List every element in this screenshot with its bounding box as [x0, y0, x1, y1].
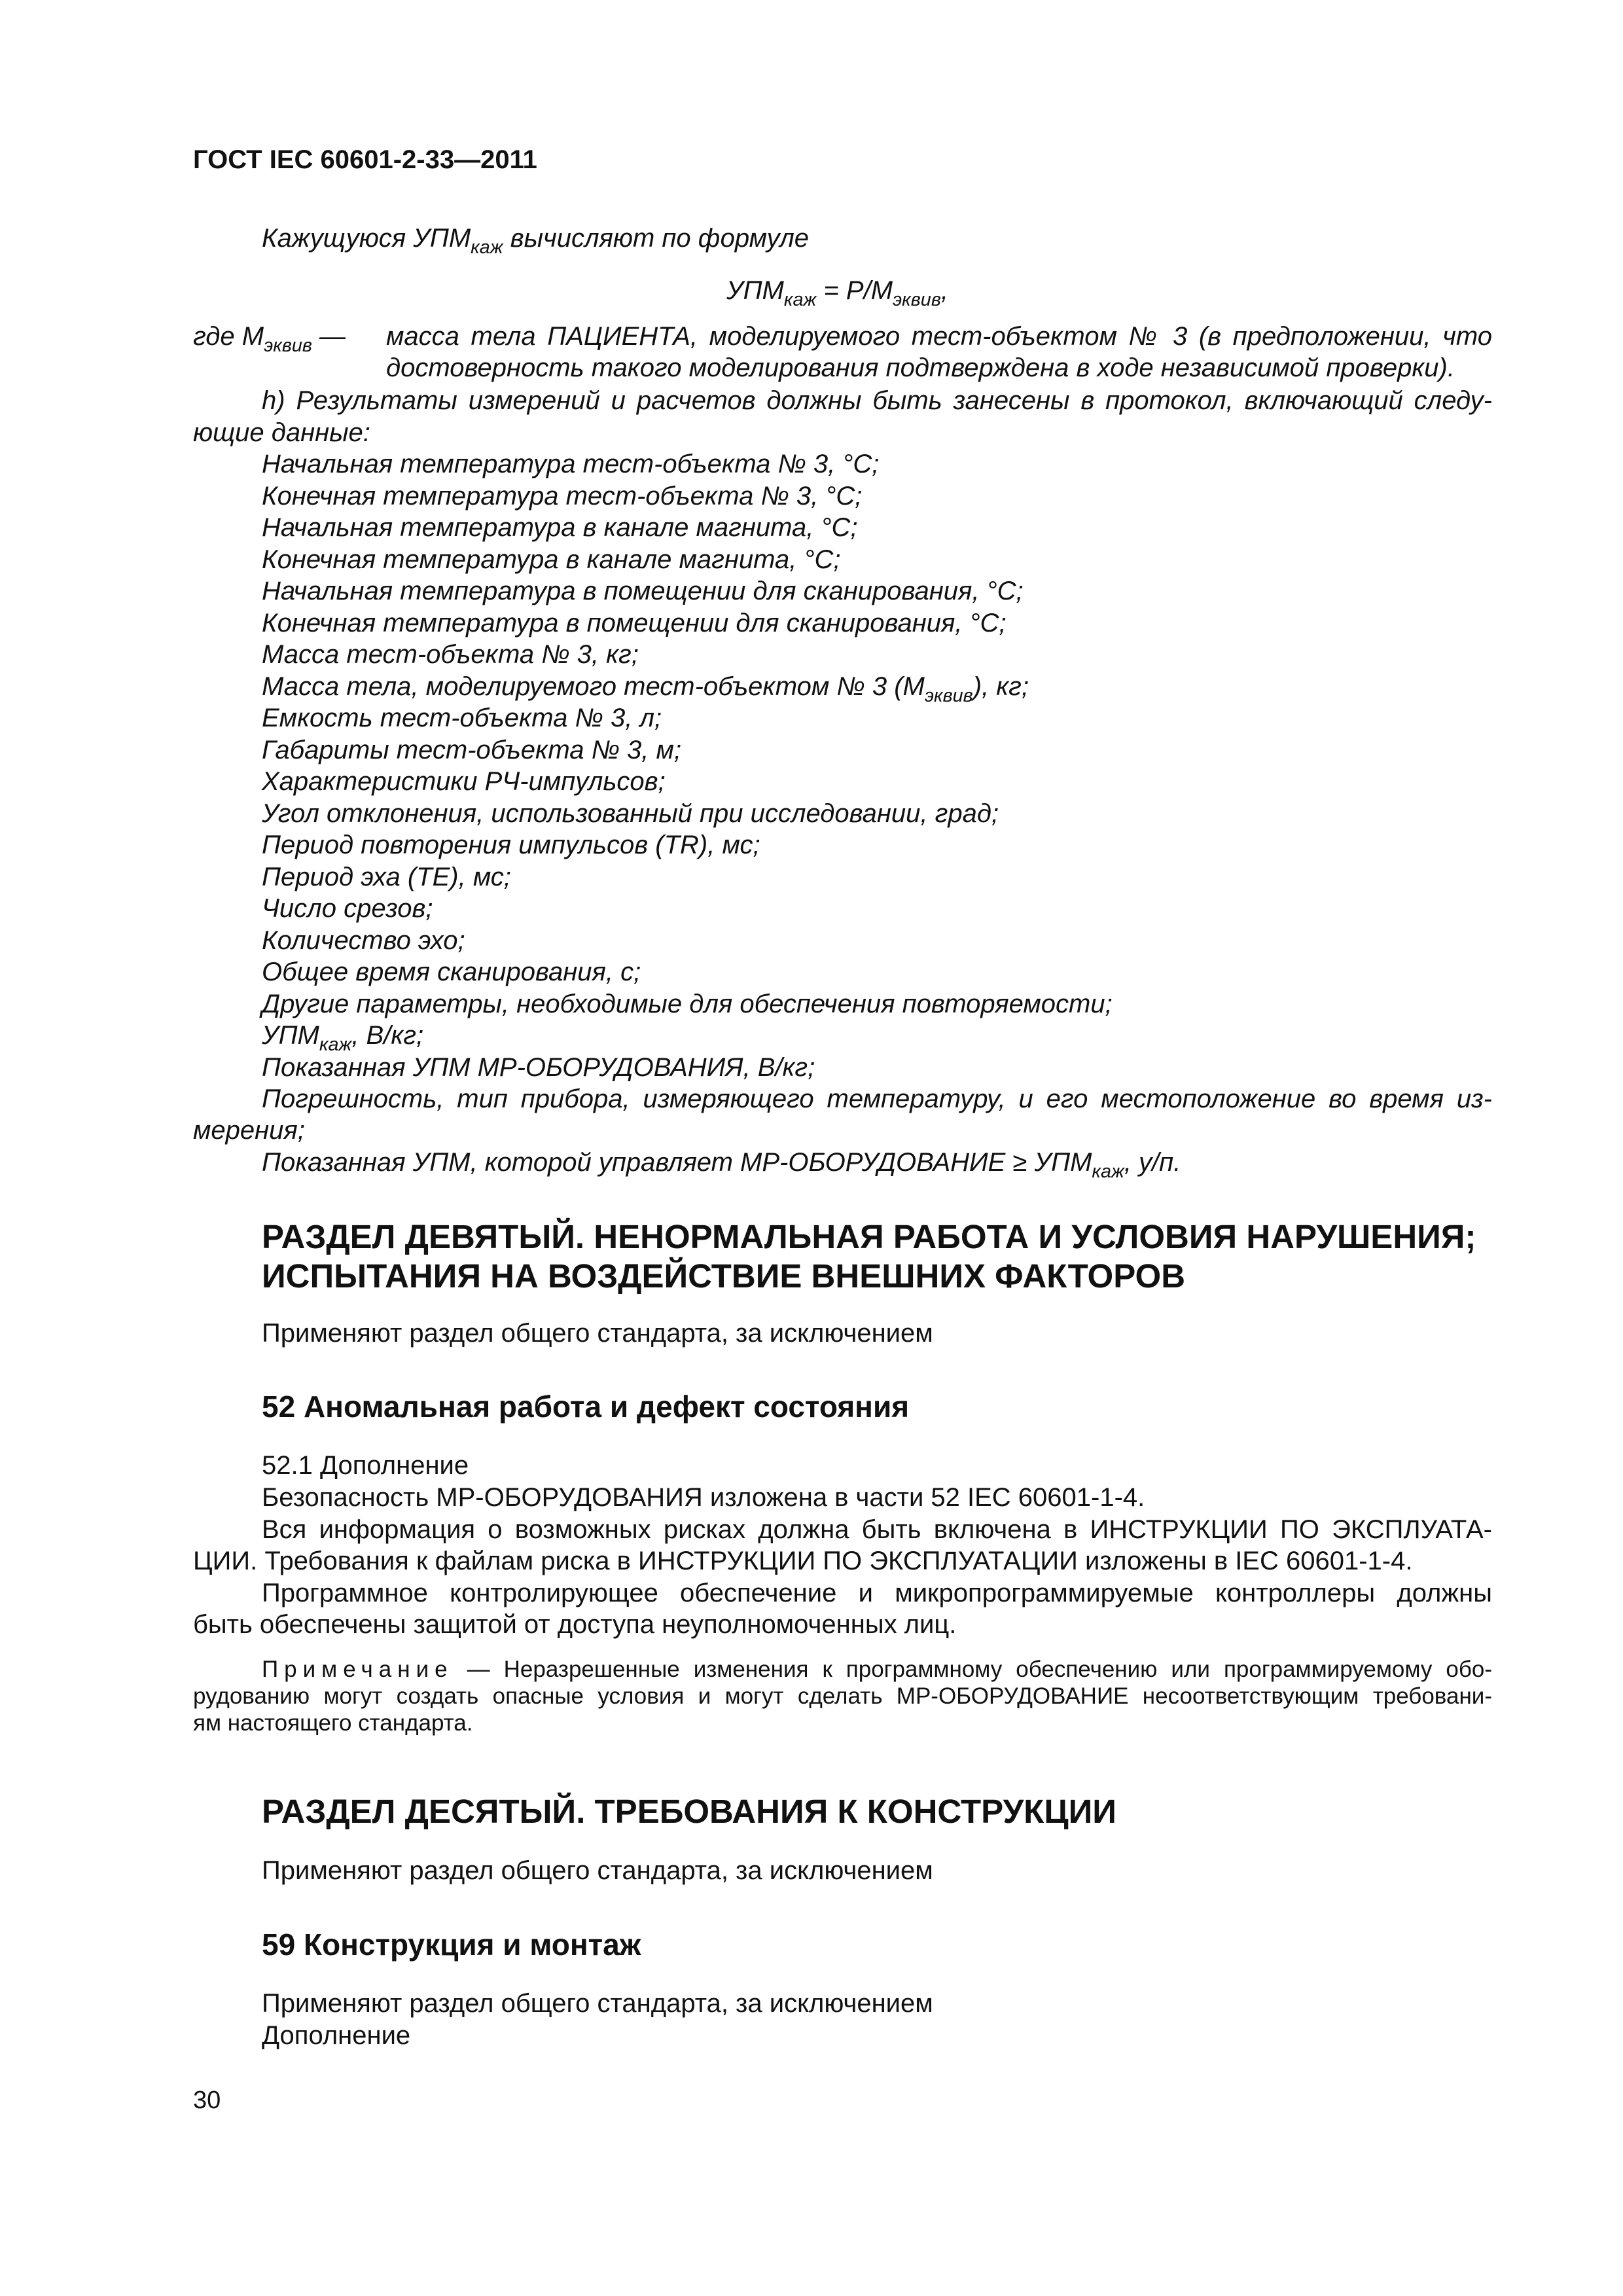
clause-52-para-1: Безопасность МР-ОБОРУДОВАНИЯ изложена в части 52 IEC 60601-1-4.	[262, 1483, 1145, 1512]
list-item: Общее время сканирования, с;	[262, 958, 641, 986]
formula-intro-text: Кажущуюся УПМ	[262, 224, 471, 253]
sar-text-end: , В/кг;	[351, 1021, 424, 1050]
where-term-text: где M	[193, 322, 264, 351]
list-item: Количество эхо;	[262, 925, 465, 955]
equation-lhs-subscript: каж	[783, 289, 817, 311]
list-item: Начальная температура в канале магнита, °С;	[262, 513, 858, 542]
last-item-text-end: , у/п.	[1124, 1148, 1181, 1177]
list-item: Масса тест-объекта № 3, кг;	[262, 640, 639, 669]
formula-intro-text-end: вычисляют по формуле	[503, 224, 809, 253]
list-item-last	[262, 1147, 1181, 1183]
list-item: Характеристики РЧ-импульсов;	[262, 767, 666, 796]
equation-rhs: = P/M	[816, 276, 893, 305]
where-definition-line-2: достоверность такого моделирования подтверждена в ходе независимой проверки).	[386, 353, 1455, 382]
equation-comma: ,	[940, 276, 948, 305]
formula-intro	[262, 223, 809, 259]
list-item-error-line-2: мерения;	[193, 1116, 305, 1145]
last-item-subscript: каж	[1092, 1161, 1124, 1183]
section-10-applies: Применяют раздел общего стандарта, за исключением	[262, 1856, 933, 1885]
list-item-mass-equivalent	[262, 671, 1505, 706]
last-item-text: Показанная УПМ, которой управляет МР-ОБОРУДОВАНИЕ ≥ УПМ	[262, 1148, 1092, 1177]
sar-text: УПМ	[262, 1021, 319, 1050]
section-9-title-line-2: ИСПЫТАНИЯ НА ВОЗДЕЙСТВИЕ ВНЕШНИХ ФАКТОРОВ	[262, 1257, 1186, 1295]
list-item: Начальная температура в помещении для сканирования, °С;	[262, 577, 1024, 605]
note-text: — Неразрешенные изменения к программному обеспечению или программируемому обо-	[453, 1657, 1492, 1682]
list-item: Начальная температура тест-объекта № 3, °С;	[262, 450, 880, 478]
section-9-title-line-1: РАЗДЕЛ ДЕВЯТЫЙ. НЕНОРМАЛЬНАЯ РАБОТА И УСЛОВИЯ НАРУШЕНИЯ;	[262, 1218, 1476, 1255]
clause-59-applies: Применяют раздел общего стандарта, за исключением	[262, 1989, 933, 2018]
item-h-line-2: ющие данные:	[193, 418, 370, 447]
section-10-title: РАЗДЕЛ ДЕСЯТЫЙ. ТРЕБОВАНИЯ К КОНСТРУКЦИИ	[262, 1793, 1116, 1830]
clause-59-title: 59 Конструкция и монтаж	[262, 1928, 641, 1962]
equation-lhs: УПМ	[726, 276, 784, 305]
page-number: 30	[193, 2087, 221, 2114]
where-term-subscript: эквив	[264, 335, 312, 357]
note-label: Примечание	[262, 1657, 454, 1682]
list-item: Емкость тест-объекта № 3, л;	[262, 704, 662, 732]
list-item: Габариты тест-объекта № 3, м;	[262, 735, 682, 764]
list-item: Угол отклонения, использованный при исследовании, град;	[262, 798, 999, 828]
mass-eq-text: Масса тела, моделируемого тест-объектом № 3 (M	[262, 672, 925, 701]
document-header: ГОСТ IEC 60601-2-33—2011	[193, 145, 537, 174]
section-9-applies: Применяют раздел общего стандарта, за исключением	[262, 1319, 933, 1348]
formula-equation	[726, 275, 948, 311]
clause-52-title: 52 Аномальная работа и дефект состояния	[262, 1390, 910, 1424]
list-item: Конечная температура тест-объекта № 3, °С;	[262, 481, 863, 511]
where-definition-line-1: масса тела ПАЦИЕНТА, моделируемого тест-объектом № 3 (в предположении, что	[386, 322, 1492, 351]
clause-52-para-2-line-1: Вся информация о возможных рисках должна быть включена в ИНСТРУКЦИИ ПО ЭКСПЛУАТА-	[262, 1515, 1492, 1544]
protocol-data-list	[262, 448, 1505, 1083]
list-item: Период эха (TE), мс;	[262, 862, 511, 891]
clause-52-para-3-line-2: быть обеспечены защитой от доступа неуполномоченных лиц.	[193, 1610, 957, 1639]
note-line-2: рудованию могут создать опасные условия и могут сделать МР-ОБОРУДОВАНИЕ несоответствующим требовани-	[193, 1683, 1492, 1709]
where-term	[193, 321, 346, 357]
formula-intro-subscript: каж	[471, 237, 503, 259]
mass-eq-subscript: эквив	[924, 685, 973, 706]
list-item-error-line-1: Погрешность, тип прибора, измеряющего температуру, и его местоположение во время из-	[262, 1085, 1492, 1113]
clause-52-1-heading: 52.1 Дополнение	[262, 1451, 469, 1480]
clause-52-para-3-line-1: Программное контролирующее обеспечение и микропрограммируемые контроллеры должны	[262, 1579, 1492, 1607]
list-item-sar-apparent	[262, 1020, 1505, 1056]
clause-59-addition: Дополнение	[262, 2021, 411, 2050]
list-item: Показанная УПМ МР-ОБОРУДОВАНИЯ, В/кг;	[262, 1052, 815, 1082]
mass-eq-text-end: ), кг;	[972, 672, 1029, 701]
sar-subscript: каж	[319, 1034, 352, 1056]
list-item: Число срезов;	[262, 894, 433, 923]
list-item: Период повторения импульсов (TR), мс;	[262, 831, 760, 859]
note-line-1	[262, 1656, 1492, 1683]
item-h-line-1: h) Результаты измерений и расчетов должны быть занесены в протокол, включающий следу-	[262, 386, 1492, 415]
list-item: Конечная температура в канале магнита, °С;	[262, 545, 841, 574]
clause-52-para-2-line-2: ЦИИ. Требования к файлам риска в ИНСТРУКЦИИ ПО ЭКСПЛУАТАЦИИ изложены в IEC 60601-1-4.	[193, 1547, 1413, 1575]
list-item: Конечная температура в помещении для сканирования, °С;	[262, 608, 1007, 637]
equation-rhs-subscript: эквив	[893, 289, 941, 311]
where-term-dash: —	[312, 322, 346, 351]
list-item: Другие параметры, необходимые для обеспечения повторяемости;	[262, 989, 1113, 1018]
note-line-3: ям настоящего стандарта.	[193, 1710, 473, 1736]
